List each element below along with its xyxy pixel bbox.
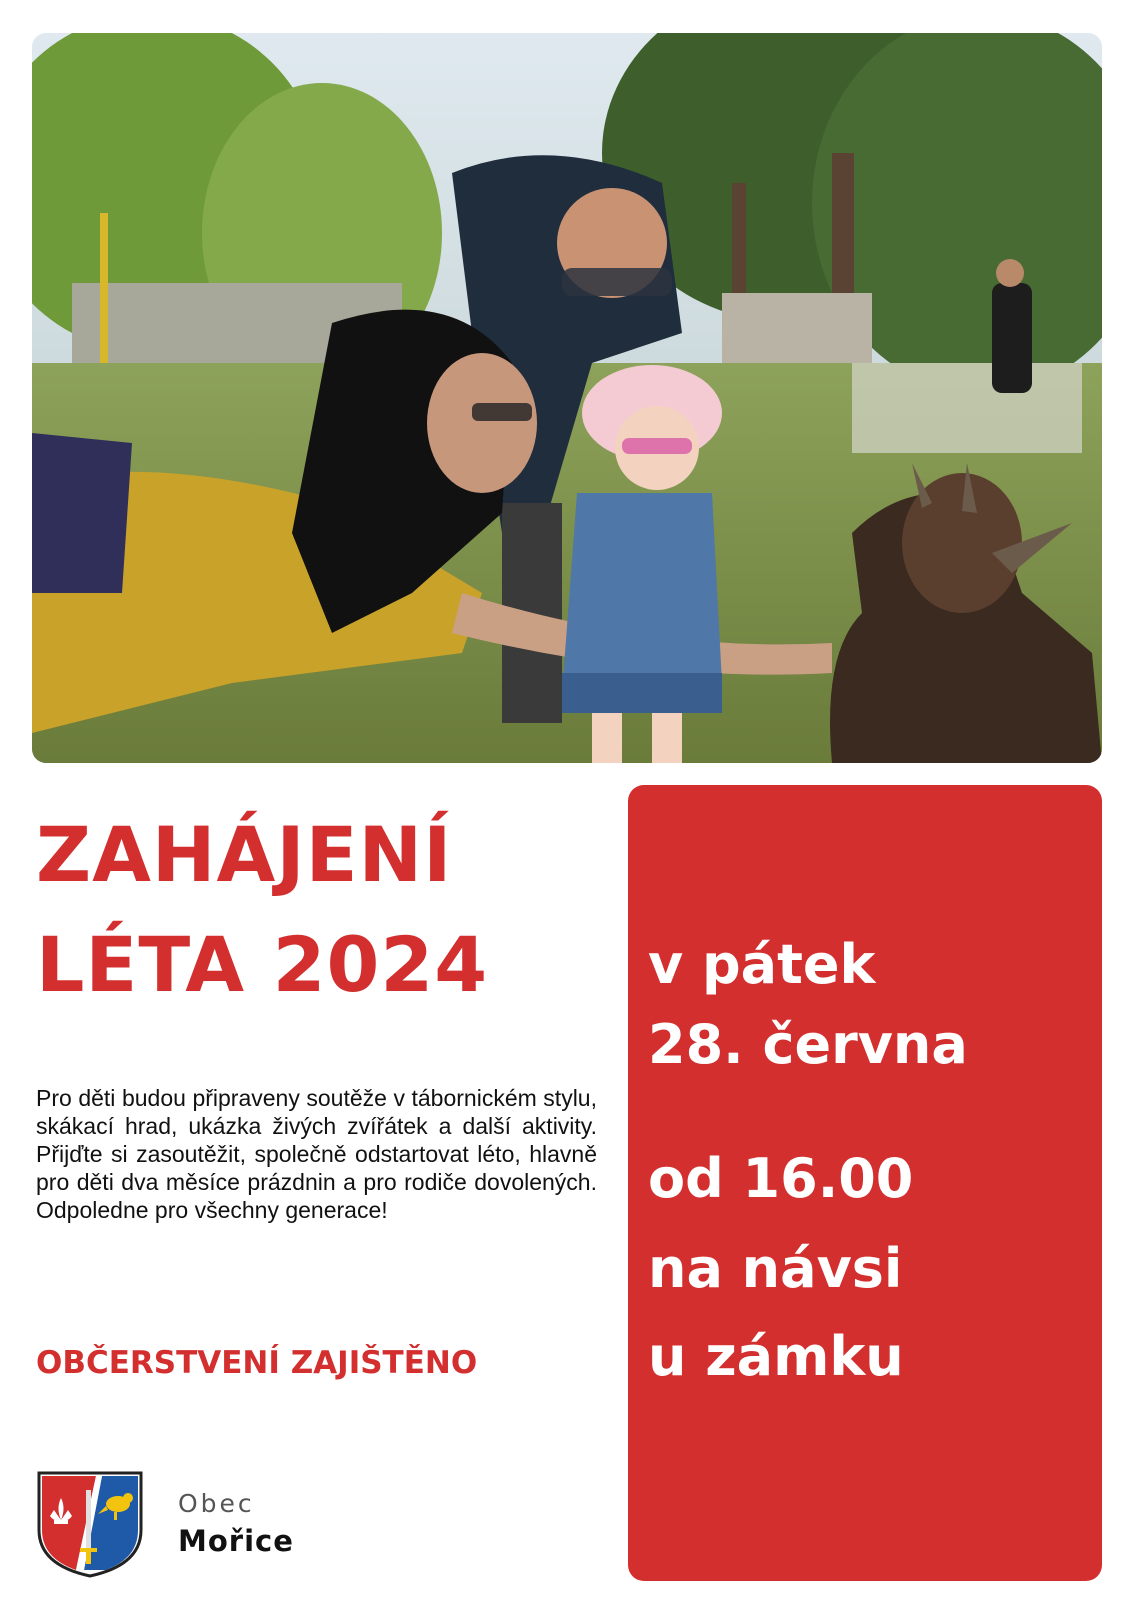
event-place-line2: u zámku (648, 1325, 904, 1388)
event-photo (32, 33, 1102, 763)
event-place-line1: na návsi (648, 1237, 903, 1300)
event-time: od 16.00 (648, 1147, 914, 1210)
event-title-line1: ZAHÁJENÍ (36, 810, 453, 899)
refreshments-note: OBČERSTVENÍ ZAJIŠTĚNO (36, 1345, 478, 1381)
photo-illustration (32, 33, 1102, 763)
event-title-line2: LÉTA 2024 (36, 920, 489, 1009)
municipality-name: Mořice (178, 1524, 294, 1558)
event-date: 28. června (648, 1013, 968, 1076)
event-day: v pátek (648, 933, 876, 996)
event-description: Pro děti budou připraveny soutěže v tábornickém stylu, skákací hrad, ukázka živých zvířátek a další aktivity. Přijďte si zasoutěžit, společně odstartovat léto, hlavně pro děti dva měsíce prázdnin a pro rodiče dovolených. Odpoledne pro všechny generace! (36, 1085, 597, 1223)
municipality-label: Obec (178, 1489, 255, 1518)
event-details-panel (628, 785, 1102, 1581)
coat-of-arms-icon (36, 1470, 144, 1578)
event-title (36, 800, 488, 1020)
